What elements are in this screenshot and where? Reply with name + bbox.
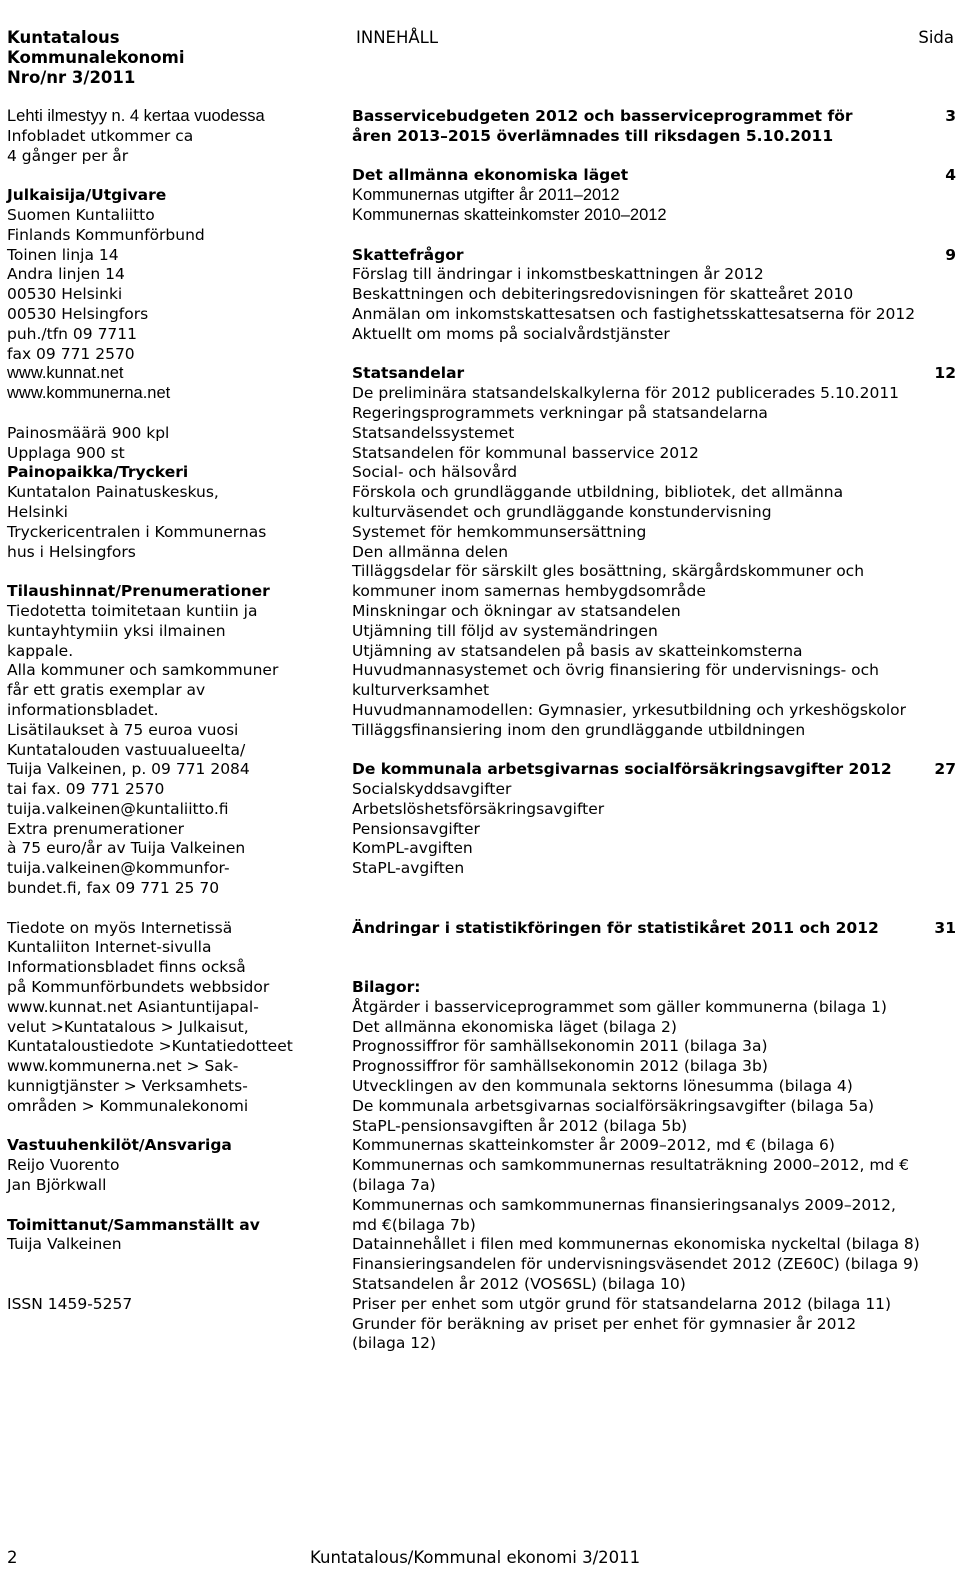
toc-item: StaPL-pensionsavgiften år 2012 (bilaga 5b) (352, 1116, 688, 1135)
colophon-line: hus i Helsingfors (7, 542, 136, 561)
toc-item: Socialskyddsavgifter (352, 780, 512, 799)
toc-item: kulturverksamhet (352, 681, 490, 700)
toc-page-number: 27 (934, 760, 956, 779)
colophon-line: Andra linjen 14 (7, 265, 125, 284)
toc-item: Aktuellt om moms på socialvårdstjänster (352, 324, 670, 343)
spacer (7, 562, 337, 582)
colophon-line: får ett gratis exemplar av (7, 681, 206, 700)
colophon-line: Kuntataloustiedote >Kuntatiedotteet (7, 1037, 293, 1056)
toc-item: md €(bilaga 7b) (352, 1215, 476, 1234)
toc-item: KomPL-avgiften (352, 839, 473, 858)
colophon-line: Alla kommuner och samkommuner (7, 661, 279, 680)
spacer (7, 1196, 337, 1216)
colophon-line: Tuija Valkeinen (7, 1235, 122, 1254)
spacer (352, 958, 956, 978)
toc-item: (bilaga 12) (352, 1334, 437, 1353)
toc-item: De preliminära statsandelskalkylerna för 2012 publicerades 5.10.2011 (352, 384, 900, 403)
toc-section-title: Skattefrågor (352, 245, 464, 264)
toc-section-title: Ändringar i statistikföringen för statistikåret 2011 och 2012 (352, 918, 879, 937)
toc-item: StaPL-avgiften (352, 859, 465, 878)
colophon-line: Upplaga 900 st (7, 443, 125, 462)
toc-subheading: åren 2013–2015 överlämnades till riksdagen 5.10.2011 (352, 126, 834, 145)
page-column-heading: Sida (918, 28, 954, 47)
toc-page-number: 12 (934, 364, 956, 383)
colophon-line: ISSN 1459-5257 (7, 1294, 133, 1313)
toc-item: Tilläggsdelar för särskilt gles bosättning, skärgårdskommuner och (352, 562, 865, 581)
spacer (352, 147, 956, 167)
toc-item: Statsandelen för kommunal basservice 2012 (352, 443, 699, 462)
colophon-line: www.kunnat.net (7, 364, 124, 383)
toc-section-title: Det allmänna ekonomiska läget (352, 166, 629, 185)
toc-item: Förskola och grundläggande utbildning, bibliotek, det allmänna (352, 483, 844, 502)
colophon-line: Extra prenumerationer (7, 819, 185, 838)
toc-section-title: Statsandelar (352, 364, 465, 383)
colophon-heading: Vastuuhenkilöt/Ansvariga (7, 1136, 232, 1155)
toc-item: kulturväsendet och grundläggande konstundervisning (352, 502, 772, 521)
spacer (352, 879, 956, 899)
colophon-line: bundet.fi, fax 09 771 25 70 (7, 879, 220, 898)
toc-item: Tilläggsfinansiering inom den grundläggande utbildningen (352, 720, 806, 739)
colophon-line: Infobladet utkommer ca (7, 126, 194, 145)
toc-item: Utjämning av statsandelen på basis av skatteinkomsterna (352, 641, 803, 660)
colophon-line: informationsbladet. (7, 700, 159, 719)
toc-item: Minskningar och ökningar av statsandelen (352, 601, 681, 620)
colophon-line: Painosmäärä 900 kpl (7, 423, 170, 442)
colophon-line: velut >Kuntatalous > Julkaisut, (7, 1017, 249, 1036)
colophon-line: tai fax. 09 771 2570 (7, 780, 165, 799)
masthead-line-2: Kommunalekonomi (7, 47, 185, 67)
colophon-heading: Toimittanut/Sammanställt av (7, 1215, 260, 1234)
spacer (352, 345, 956, 365)
colophon-line: Kuntatalon Painatuskeskus, (7, 483, 219, 502)
toc-item: De kommunala arbetsgivarnas socialförsäkringsavgifter (bilaga 5a) (352, 1096, 875, 1115)
spacer (7, 1117, 337, 1137)
colophon-heading: Painopaikka/Tryckeri (7, 463, 189, 482)
toc-item: Regeringsprogrammets verkningar på statsandelarna (352, 403, 768, 422)
colophon-line: områden > Kommunalekonomi (7, 1096, 249, 1115)
colophon-line: Suomen Kuntaliitto (7, 205, 155, 224)
toc-item: Utjämning till följd av systemändringen (352, 621, 658, 640)
toc-item: Anmälan om inkomstskattesatsen och fastighetsskattesatserna för 2012 (352, 304, 916, 323)
toc-item: Beskattningen och debiteringsredovisningen för skatteåret 2010 (352, 285, 854, 304)
spacer (7, 1275, 337, 1295)
toc-item: (bilaga 7a) (352, 1176, 436, 1195)
toc-item: Den allmänna delen (352, 542, 509, 561)
colophon-line: på Kommunförbundets webbsidor (7, 978, 270, 997)
toc-item: Kommunernas skatteinkomster år 2009–2012, md € (bilaga 6) (352, 1136, 835, 1155)
toc-section (352, 364, 956, 384)
contents-heading: INNEHÅLL (356, 28, 439, 47)
toc-item: Förslag till ändringar i inkomstbeskattningen år 2012 (352, 265, 764, 284)
colophon-line: www.kunnat.net Asiantuntijapal- (7, 997, 259, 1016)
colophon-line: Tryckericentralen i Kommunernas (7, 522, 267, 541)
toc-item: Systemet för hemkommunsersättning (352, 522, 647, 541)
colophon-line: Tiedote on myös Internetissä (7, 918, 233, 937)
colophon-line: Kuntatalouden vastuualueelta/ (7, 740, 246, 759)
toc-section (352, 107, 956, 127)
toc-item: Finansieringsandelen för undervisningsväsendet 2012 (ZE60C) (bilaga 9) (352, 1255, 919, 1274)
toc-item: Det allmänna ekonomiska läget (bilaga 2) (352, 1017, 677, 1036)
toc-item: Statsandelen år 2012 (VOS6SL) (bilaga 10) (352, 1275, 686, 1294)
colophon-line: 00530 Helsinki (7, 285, 123, 304)
colophon-line: Toinen linja 14 (7, 245, 119, 264)
toc-section (352, 919, 956, 939)
toc-section-title: Basservicebudgeten 2012 och basserviceprogrammet för (352, 107, 853, 125)
colophon-line: Jan Björkwall (7, 1176, 107, 1195)
colophon-line: Lisätilaukset à 75 euroa vuosi (7, 720, 239, 739)
toc-page-number: 31 (934, 918, 956, 937)
toc-item: Kommunernas och samkommunernas resultaträkning 2000–2012, md € (352, 1156, 910, 1175)
colophon-line: kuntayhtymiin yksi ilmainen (7, 621, 226, 640)
toc-item: Priser per enhet som utgör grund för statsandelarna 2012 (bilaga 11) (352, 1294, 892, 1313)
spacer (352, 938, 956, 958)
toc-item: Kommunernas skatteinkomster 2010–2012 (352, 205, 667, 224)
toc-item: Prognossiffror för samhällsekonomin 2012 (bilaga 3b) (352, 1057, 768, 1076)
toc-section (352, 166, 956, 186)
toc-item: Grunder för beräkning av priset per enhet för gymnasier år 2012 (352, 1314, 857, 1333)
colophon-line: Kuntaliiton Internet-sivulla (7, 938, 212, 957)
spacer (7, 1255, 337, 1275)
colophon-line: 00530 Helsingfors (7, 304, 149, 323)
colophon-line: Finlands Kommunförbund (7, 225, 205, 244)
colophon-line: tuija.valkeinen@kuntaliitto.fi (7, 799, 229, 818)
toc-page-number: 3 (945, 107, 956, 125)
toc-item: Datainnehållet i filen med kommunernas ekonomiska nyckeltal (bilaga 8) (352, 1235, 920, 1254)
spacer (352, 226, 956, 246)
toc-item: Kommunernas och samkommunernas finansieringsanalys 2009–2012, (352, 1195, 896, 1214)
colophon-line: Tuija Valkeinen, p. 09 771 2084 (7, 760, 250, 779)
toc-item: Åtgärder i basserviceprogrammet som gäller kommunerna (bilaga 1) (352, 997, 887, 1016)
colophon-heading: Tilaushinnat/Prenumerationer (7, 582, 270, 601)
toc-item: Pensionsavgifter (352, 819, 480, 838)
colophon-line: Helsinki (7, 502, 68, 521)
colophon-line: www.kommunerna.net (7, 384, 171, 403)
spacer (7, 899, 337, 919)
toc-subheading: Bilagor: (352, 978, 421, 997)
colophon-line: fax 09 771 2570 (7, 344, 135, 363)
toc-item: Kommunernas utgifter år 2011–2012 (352, 186, 620, 205)
toc-item: Utvecklingen av den kommunala sektorns lönesumma (bilaga 4) (352, 1077, 853, 1096)
toc-section (352, 760, 956, 780)
spacer (352, 741, 956, 761)
toc-item: Statsandelssystemet (352, 423, 515, 442)
colophon-line: 4 gånger per år (7, 146, 129, 165)
colophon-line: Informationsbladet finns också (7, 958, 246, 977)
toc-item: Huvudmannasystemet och övrig finansiering för undervisnings- och (352, 661, 879, 680)
colophon-line: à 75 euro/år av Tuija Valkeinen (7, 839, 246, 858)
toc-item: Huvudmannamodellen: Gymnasier, yrkesutbildning och yrkeshögskolor (352, 700, 907, 719)
toc-page-number: 4 (945, 166, 956, 185)
spacer (7, 166, 337, 186)
table-of-contents (352, 107, 956, 1354)
colophon-line: tuija.valkeinen@kommunfor- (7, 859, 230, 878)
toc-page-number: 9 (945, 245, 956, 264)
spacer (7, 404, 337, 424)
toc-item: Prognossiffror för samhällsekonomin 2011 (bilaga 3a) (352, 1037, 768, 1056)
colophon-heading: Julkaisija/Utgivare (7, 186, 167, 205)
colophon-line: puh./tfn 09 7711 (7, 324, 138, 343)
footer-title: Kuntatalous/Kommunal ekonomi 3/2011 (310, 1548, 641, 1567)
masthead-line-3: Nro/nr 3/2011 (7, 67, 136, 87)
toc-section (352, 246, 956, 266)
colophon-line: www.kommunerna.net > Sak- (7, 1057, 239, 1076)
colophon-line: Reijo Vuorento (7, 1156, 120, 1175)
colophon-line: Tiedotetta toimitetaan kuntiin ja (7, 601, 258, 620)
masthead (7, 28, 185, 87)
colophon-line: kappale. (7, 641, 74, 660)
spacer (352, 899, 956, 919)
toc-item: Social- och hälsovård (352, 463, 518, 482)
colophon-line: kunnigtjänster > Verksamhets- (7, 1077, 248, 1096)
toc-item: Arbetslöshetsförsäkringsavgifter (352, 799, 605, 818)
masthead-line-1: Kuntatalous (7, 28, 120, 47)
page-number: 2 (7, 1548, 18, 1567)
toc-section-title: De kommunala arbetsgivarnas socialförsäkringsavgifter 2012 (352, 760, 892, 779)
colophon-line: Lehti ilmestyy n. 4 kertaa vuodessa (7, 107, 265, 125)
colophon-column (7, 107, 337, 1315)
toc-item: kommuner inom samernas hembygdsområde (352, 582, 706, 601)
